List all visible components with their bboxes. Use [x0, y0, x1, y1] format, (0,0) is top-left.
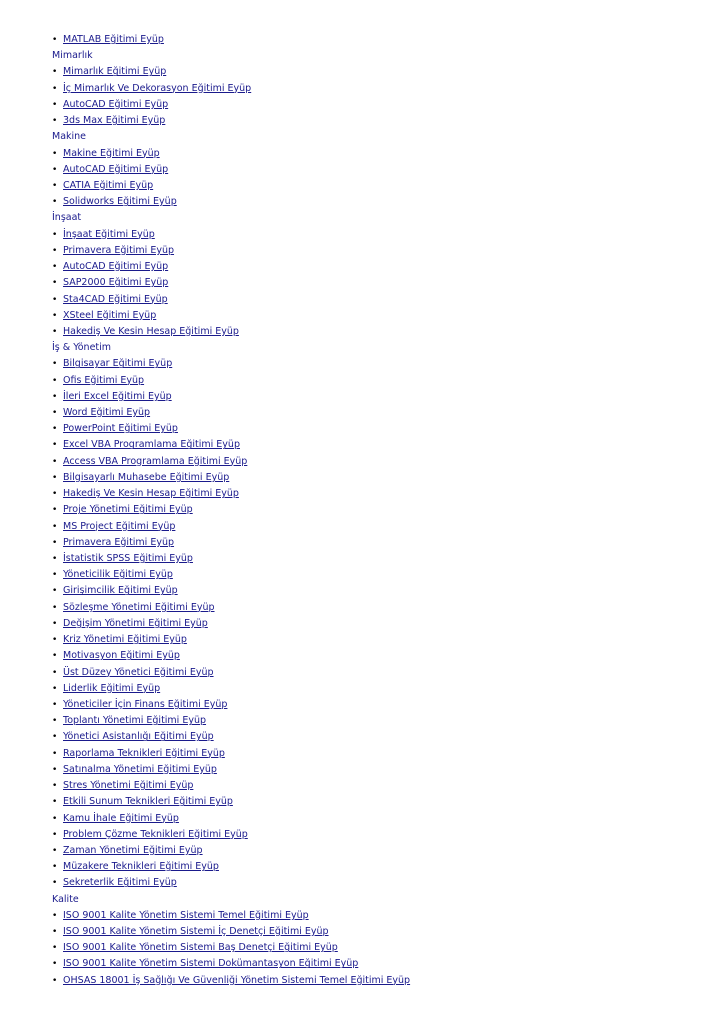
course-list-item [52, 681, 728, 697]
category-heading-label: Makine [52, 131, 87, 143]
bullet-icon: • [52, 683, 58, 694]
course-list-item [52, 762, 728, 778]
bullet-icon: • [52, 440, 58, 451]
course-list-item [52, 470, 728, 486]
bullet-icon: • [52, 164, 58, 175]
course-link[interactable]: ISO 9001 Kalite Yönetim Sistemi Baş Denetçi Eğitimi Eyüp [63, 942, 338, 954]
course-link[interactable]: Liderlik Eğitimi Eyüp [63, 682, 161, 694]
course-list-item [52, 308, 728, 324]
bullet-icon: • [52, 521, 58, 532]
bullet-icon: • [52, 732, 58, 743]
course-link[interactable]: Primavera Eğitimi Eyüp [63, 244, 175, 256]
category-heading-label: Kalite [52, 893, 79, 905]
course-list-item [52, 243, 728, 259]
course-list-item [52, 113, 728, 129]
course-list-item [52, 746, 728, 762]
course-list-item [52, 535, 728, 551]
bullet-icon: • [52, 294, 58, 305]
course-list-item [52, 454, 728, 470]
course-link[interactable]: ISO 9001 Kalite Yönetim Sistemi Dokümantasyon Eğitimi Eyüp [63, 958, 359, 970]
course-list-item [52, 583, 728, 599]
course-link[interactable]: Üst Düzey Yönetici Eğitimi Eyüp [63, 666, 214, 678]
category-heading [52, 129, 728, 145]
course-link[interactable]: ISO 9001 Kalite Yönetim Sistemi Temel Eğitimi Eyüp [63, 909, 309, 921]
course-list-item [52, 519, 728, 535]
course-link[interactable]: Zaman Yönetimi Eğitimi Eyüp [63, 844, 203, 856]
course-list-item [52, 259, 728, 275]
course-list-item [52, 940, 728, 956]
course-list-item [52, 389, 728, 405]
course-list-item [52, 811, 728, 827]
bullet-icon: • [52, 180, 58, 191]
course-list-item [52, 437, 728, 453]
bullet-icon: • [52, 245, 58, 256]
category-heading [52, 48, 728, 64]
course-link[interactable]: OHSAS 18001 İş Sağlığı Ve Güvenliği Yönetim Sistemi Temel Eğitimi Eyüp [63, 974, 411, 986]
bullet-icon: • [52, 326, 58, 337]
bullet-icon: • [52, 489, 58, 500]
bullet-icon: • [52, 716, 58, 727]
bullet-icon: • [52, 667, 58, 678]
course-link[interactable]: Bilgisayar Eğitimi Eyüp [63, 358, 173, 370]
course-link[interactable]: İç Mimarlık Ve Dekorasyon Eğitimi Eyüp [63, 82, 252, 94]
course-list-item [52, 729, 728, 745]
bullet-icon: • [52, 764, 58, 775]
bullet-icon: • [52, 262, 58, 273]
course-list-item [52, 616, 728, 632]
bullet-icon: • [52, 651, 58, 662]
course-link[interactable]: AutoCAD Eğitimi Eyüp [63, 163, 169, 175]
bullet-icon: • [52, 99, 58, 110]
bullet-icon: • [52, 829, 58, 840]
course-list-item [52, 64, 728, 80]
course-link[interactable]: MATLAB Eğitimi Eyüp [63, 34, 164, 45]
course-link[interactable]: Ofis Eğitimi Eyüp [63, 374, 145, 386]
course-link[interactable]: Stres Yönetimi Eğitimi Eyüp [63, 780, 194, 792]
course-list-item [52, 32, 728, 48]
course-list-item [52, 356, 728, 372]
course-list-item [52, 227, 728, 243]
course-link[interactable]: Word Eğitimi Eyüp [63, 407, 151, 419]
course-link[interactable]: Hakediş Ve Kesin Hesap Eğitimi Eyüp [63, 325, 239, 337]
course-list-item [52, 843, 728, 859]
bullet-icon: • [52, 278, 58, 289]
course-list-item [52, 648, 728, 664]
category-heading-label: İnşaat [52, 212, 82, 224]
bullet-icon: • [52, 975, 58, 986]
course-link[interactable]: Bilgisayarlı Muhasebe Eğitimi Eyüp [63, 471, 230, 483]
bullet-icon: • [52, 456, 58, 467]
bullet-icon: • [52, 424, 58, 435]
course-list-item [52, 551, 728, 567]
bullet-icon: • [52, 359, 58, 370]
course-link[interactable]: Yöneticilik Eğitimi Eyüp [63, 569, 173, 581]
course-link[interactable]: Problem Çözme Teknikleri Eğitimi Eyüp [63, 828, 248, 840]
course-link[interactable]: Toplantı Yönetimi Eğitimi Eyüp [63, 715, 207, 727]
course-link[interactable]: Etkili Sunum Teknikleri Eğitimi Eyüp [63, 796, 233, 808]
course-list-item [52, 665, 728, 681]
course-link[interactable]: Sta4CAD Eğitimi Eyüp [63, 293, 168, 305]
bullet-icon: • [52, 878, 58, 889]
bullet-icon: • [52, 862, 58, 873]
course-list-item [52, 292, 728, 308]
course-link[interactable]: Müzakere Teknikleri Eğitimi Eyüp [63, 861, 219, 873]
bullet-icon: • [52, 375, 58, 386]
course-link[interactable]: Solidworks Eğitimi Eyüp [63, 196, 177, 208]
course-link[interactable]: XSteel Eğitimi Eyüp [63, 309, 157, 321]
course-list-item [52, 146, 728, 162]
bullet-icon: • [52, 229, 58, 240]
bullet-icon: • [52, 537, 58, 548]
bullet-icon: • [52, 602, 58, 613]
bullet-icon: • [52, 943, 58, 954]
course-link[interactable]: Satınalma Yönetimi Eğitimi Eyüp [63, 763, 217, 775]
course-link[interactable]: Girişimcilik Eğitimi Eyüp [63, 585, 178, 597]
course-list-item [52, 324, 728, 340]
course-list-item [52, 502, 728, 518]
bullet-icon: • [52, 408, 58, 419]
bullet-icon: • [52, 699, 58, 710]
bullet-icon: • [52, 813, 58, 824]
course-link[interactable]: Yöneticiler İçin Finans Eğitimi Eyüp [63, 698, 228, 710]
course-link[interactable]: Kriz Yönetimi Eğitimi Eyüp [63, 634, 187, 646]
course-list-item [52, 859, 728, 875]
course-list-item [52, 924, 728, 940]
bullet-icon: • [52, 505, 58, 516]
bullet-icon: • [52, 927, 58, 938]
course-list-item [52, 162, 728, 178]
bullet-icon: • [52, 910, 58, 921]
bullet-icon: • [52, 197, 58, 208]
course-link[interactable]: Access VBA Programlama Eğitimi Eyüp [63, 455, 248, 467]
bullet-icon: • [52, 83, 58, 94]
course-link[interactable]: Raporlama Teknikleri Eğitimi Eyüp [63, 747, 225, 759]
course-link[interactable]: PowerPoint Eğitimi Eyüp [63, 423, 178, 435]
course-list-item [52, 956, 728, 972]
course-list-item [52, 973, 728, 989]
category-heading [52, 340, 728, 356]
bullet-icon: • [52, 781, 58, 792]
category-heading [52, 210, 728, 226]
course-link[interactable]: Kamu İhale Eğitimi Eyüp [63, 812, 179, 824]
course-list-item [52, 794, 728, 810]
bullet-icon: • [52, 67, 58, 78]
course-link[interactable]: Makine Eğitimi Eyüp [63, 147, 160, 159]
course-list-item [52, 194, 728, 210]
bullet-icon: • [52, 570, 58, 581]
course-link[interactable]: 3ds Max Eğitimi Eyüp [63, 115, 166, 127]
course-list-item [52, 713, 728, 729]
course-link[interactable]: Proje Yönetimi Eğitimi Eyüp [63, 504, 193, 516]
bullet-icon: • [52, 959, 58, 970]
course-link[interactable]: İstatistik SPSS Eğitimi Eyüp [63, 553, 193, 564]
course-list-item [52, 697, 728, 713]
bullet-icon: • [52, 148, 58, 159]
course-list-item [52, 405, 728, 421]
course-link[interactable]: Sekreterlik Eğitimi Eyüp [63, 877, 177, 889]
course-link[interactable]: Primavera Eğitimi Eyüp [63, 536, 175, 548]
bullet-icon: • [52, 554, 58, 564]
course-link[interactable]: CATIA Eğitimi Eyüp [63, 179, 154, 191]
course-link[interactable]: SAP2000 Eğitimi Eyüp [63, 277, 169, 289]
bullet-icon: • [52, 391, 58, 402]
course-link[interactable]: Sözleşme Yönetimi Eğitimi Eyüp [63, 601, 215, 613]
course-list-item [52, 875, 728, 891]
bullet-icon: • [52, 618, 58, 629]
course-list-item [52, 178, 728, 194]
course-list-item [52, 827, 728, 843]
course-link[interactable]: MS Project Eğitimi Eyüp [63, 520, 176, 532]
course-link[interactable]: Değişim Yönetimi Eğitimi Eyüp [63, 617, 208, 629]
course-link[interactable]: Mimarlık Eğitimi Eyüp [63, 66, 167, 78]
bullet-icon: • [52, 35, 58, 45]
category-heading [52, 892, 728, 908]
course-list-item [52, 421, 728, 437]
course-link[interactable]: Excel VBA Programlama Eğitimi Eyüp [63, 439, 240, 451]
course-list-item [52, 567, 728, 583]
course-list-item [52, 373, 728, 389]
course-link[interactable]: İnşaat Eğitimi Eyüp [63, 228, 155, 240]
course-list-item [52, 632, 728, 648]
category-heading-label: Mimarlık [52, 50, 93, 62]
course-list-item [52, 486, 728, 502]
bullet-icon: • [52, 586, 58, 597]
course-list-item [52, 97, 728, 113]
course-link[interactable]: ISO 9001 Kalite Yönetim Sistemi İç Denetçi Eğitimi Eyüp [63, 926, 329, 938]
course-link[interactable]: Hakediş Ve Kesin Hesap Eğitimi Eyüp [63, 488, 239, 500]
course-list-item [52, 908, 728, 924]
bullet-icon: • [52, 845, 58, 856]
course-link[interactable]: AutoCAD Eğitimi Eyüp [63, 261, 169, 273]
category-heading-label: İş & Yönetim [52, 342, 112, 354]
course-link[interactable]: Yönetici Asistanlığı Eğitimi Eyüp [63, 731, 214, 743]
course-list-item [52, 778, 728, 794]
course-list-item [52, 81, 728, 97]
course-link[interactable]: AutoCAD Eğitimi Eyüp [63, 98, 169, 110]
course-link[interactable]: İleri Excel Eğitimi Eyüp [63, 390, 172, 402]
bullet-icon: • [52, 797, 58, 808]
course-link[interactable]: Motivasyon Eğitimi Eyüp [63, 650, 180, 662]
bullet-icon: • [52, 635, 58, 646]
bullet-icon: • [52, 472, 58, 483]
bullet-icon: • [52, 310, 58, 321]
bullet-icon: • [52, 748, 58, 759]
bullet-icon: • [52, 116, 58, 127]
course-list-item [52, 275, 728, 291]
course-list-item [52, 600, 728, 616]
